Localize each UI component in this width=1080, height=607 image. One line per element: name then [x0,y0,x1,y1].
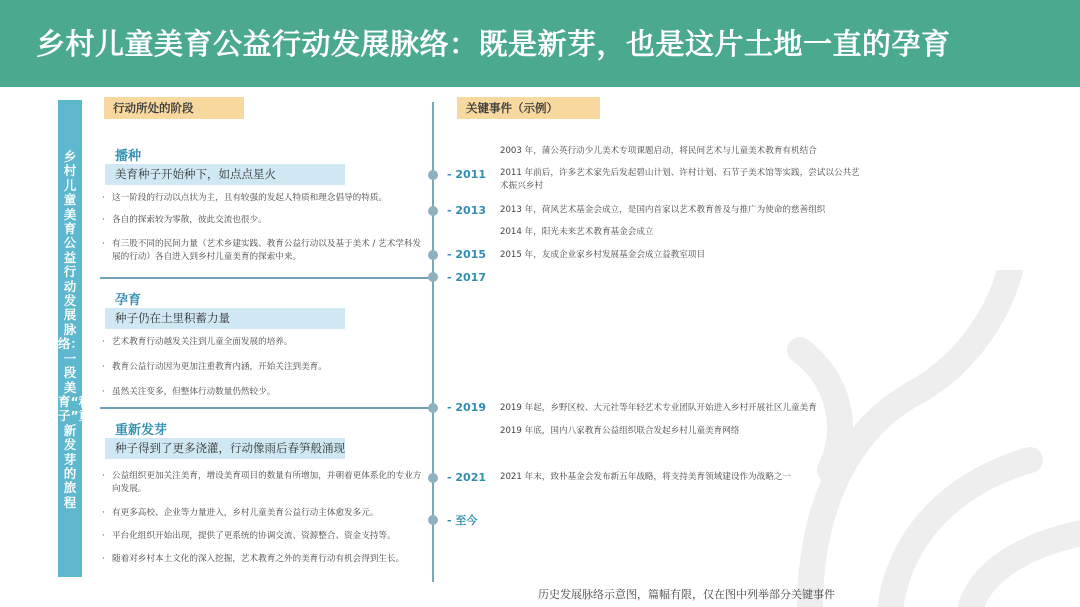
list-item: · 有三股不同的民间力量（艺术乡建实践、教育公益行动以及基于美术 / 艺术学科发展的行动）各自进入到乡村儿童美育的探索中来。 [102,239,422,262]
stage-summary-sprouting: 种子得到了更多浇灌，行动像雨后春笋般涌现 [105,438,345,459]
timeline-node [428,272,438,282]
event-item: 2021 年末，致朴基金会发布新五年战略，将支持美育领域建设作为战略之一 [500,472,792,482]
list-item: · 有更多高校、企业等力量进入，乡村儿童美育公益行动主体愈发多元。 [102,508,379,518]
year-label: - 至今 [447,514,478,527]
event-item: 2015 年，友成企业家乡村发展基金会成立益教室项目 [500,250,706,260]
year-label: - 2019 [447,401,487,414]
year-label: - 2015 [447,248,487,261]
stage-summary-sowing: 美育种子开始种下，如点点星火 [105,164,345,185]
list-item: · 教育公益行动因为更加注重教育内涵，开始关注到美育。 [102,362,327,372]
event-item: 2013 年，荷风艺术基金会成立，是国内首家以艺术教育普及与推广为使命的慈善组织 [500,205,826,215]
events-header: 关键事件（示例） [457,97,600,119]
event-item: 2003 年，蒲公英行动少儿美术专项课题启动，将民间艺术与儿童美术教育有机结合 [500,146,817,156]
event-item: 2011 年前后，许多艺术家先后发起碧山计划、许村计划、石节子美术馆等实践，尝试以公共艺术振兴乡村 [500,168,860,191]
stage-divider [100,277,434,279]
list-item: · 各自的探索较为零散，彼此交流也很少。 [102,215,267,225]
event-item: 2019 年起，乡野区校、大元社等年轻艺术专业团队开始进入乡村开展社区儿童美育 [500,403,817,413]
list-item: · 随着对乡村本土文化的深入挖掘，艺术教育之外的美育行动有机会得到生长。 [102,554,405,564]
stage-title-nurturing: 孕育 [115,293,142,308]
list-item: · 虽然关注变多，但整体行动数量仍然较少。 [102,387,276,397]
stage-title-sowing: 播种 [115,149,142,164]
year-label: - 2017 [447,271,487,284]
list-item: · 这一阶段的行动以点状为主，且有较强的发起人特质和理念倡导的特质。 [102,193,388,203]
timeline-node [428,250,438,260]
timeline-node [428,473,438,483]
side-label: 乡村儿童美育公益行动发展脉络：一段美育“种子”重新发芽的旅程 [58,149,92,510]
page-title: 乡村儿童美育公益行动发展脉络：既是新芽，也是这片土地一直的孕育 [36,27,951,61]
footnote: 历史发展脉络示意图，篇幅有限，仅在图中列举部分关键事件 [538,588,835,601]
year-label: - 2011 [447,168,487,181]
event-item: 2019 年底，国内八家教育公益组织联合发起乡村儿童美育网络 [500,426,740,436]
list-item: · 艺术教育行动越发关注到儿童全面发展的培养。 [102,337,293,347]
timeline-node [428,206,438,216]
list-item: · 平台化组织开始出现，提供了更系统的协调交流、资源整合、资金支持等。 [102,531,396,541]
stages-header: 行动所处的阶段 [104,97,244,119]
stage-divider [100,407,434,409]
stage-title-sprouting: 重新发芽 [115,423,168,438]
stage-summary-nurturing: 种子仍在土里积蓄力量 [105,308,345,329]
timeline-node [428,515,438,525]
event-item: 2014 年，阳光未来艺术教育基金会成立 [500,227,654,237]
year-label: - 2013 [447,204,487,217]
timeline-node [428,170,438,180]
list-item: · 公益组织更加关注美育，增设美育项目的数量有所增加，并朝着更体系化的专业方向发展。 [102,471,422,494]
year-label: - 2021 [447,471,487,484]
header-bar [0,0,1080,87]
leaf-watermark-icon [770,270,1080,607]
timeline-node [428,403,438,413]
